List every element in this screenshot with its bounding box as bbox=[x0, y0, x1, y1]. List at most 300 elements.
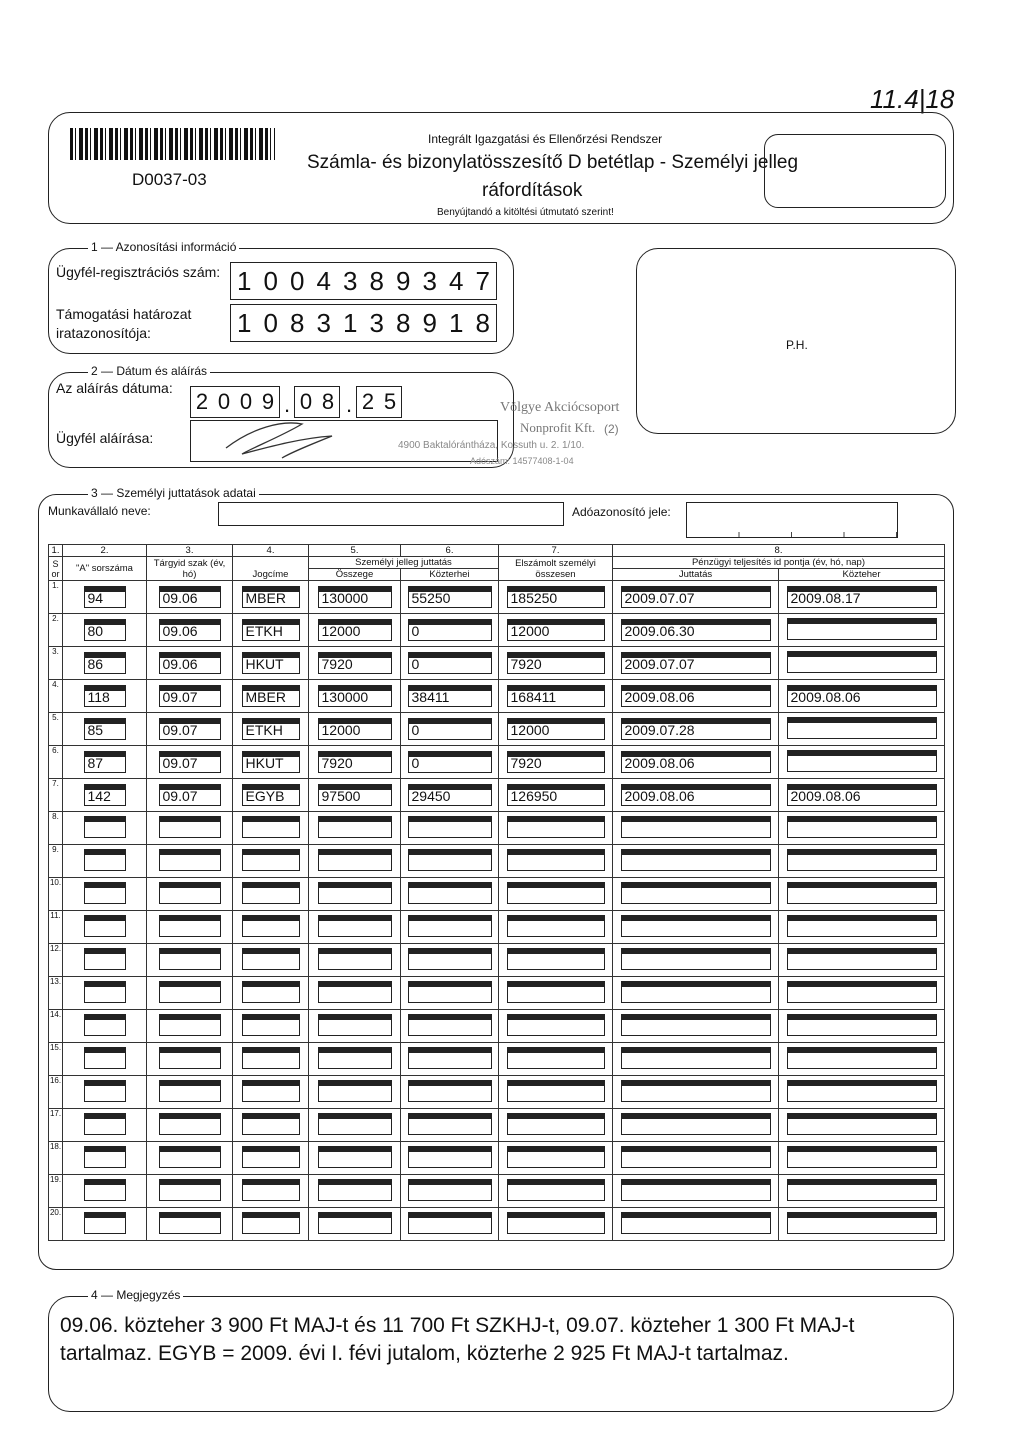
cell-elsz bbox=[499, 1142, 613, 1175]
field-koz[interactable] bbox=[787, 651, 937, 673]
field-jut[interactable] bbox=[621, 1146, 771, 1168]
digit: 5 bbox=[383, 389, 397, 414]
field-jut[interactable]: 2009.08.06 bbox=[621, 685, 771, 707]
field-koz[interactable] bbox=[787, 717, 937, 739]
col-header-juttatas: Juttatás bbox=[613, 569, 779, 581]
cell-osszeg bbox=[309, 1175, 401, 1208]
field-elsz[interactable] bbox=[507, 849, 605, 871]
field-period[interactable]: 09.07 bbox=[159, 751, 221, 773]
field-period[interactable]: 09.06 bbox=[159, 619, 221, 641]
field-a[interactable] bbox=[84, 915, 126, 937]
field-jut[interactable] bbox=[621, 948, 771, 970]
cell-elsz bbox=[499, 680, 613, 713]
col-header-period: Tárgyid szak (év, hó) bbox=[147, 557, 233, 581]
field-osszeg[interactable] bbox=[318, 882, 392, 904]
field-kozterh[interactable] bbox=[408, 882, 492, 904]
row-number: 1. bbox=[49, 581, 63, 614]
system-name: Integrált Igazgatási és Ellenőrzési Rendszer bbox=[428, 132, 663, 146]
field-a[interactable]: 80 bbox=[84, 619, 126, 641]
field-koz[interactable]: 2009.08.06 bbox=[787, 685, 937, 707]
field-kozterh[interactable]: 0 bbox=[408, 652, 492, 674]
digit: 9 bbox=[422, 308, 437, 338]
field-jog[interactable] bbox=[242, 915, 300, 937]
field-elsz[interactable]: 168411 bbox=[507, 685, 605, 707]
field-osszeg[interactable] bbox=[318, 915, 392, 937]
field-kozterh[interactable] bbox=[408, 849, 492, 871]
row-number: 2. bbox=[49, 614, 63, 647]
table-row bbox=[49, 746, 945, 779]
field-period[interactable] bbox=[159, 1047, 221, 1069]
row-number: 3. bbox=[49, 647, 63, 680]
field-a[interactable] bbox=[84, 1113, 126, 1135]
field-period[interactable] bbox=[159, 816, 221, 838]
table-row bbox=[49, 911, 945, 944]
table-row bbox=[49, 1010, 945, 1043]
field-jut[interactable] bbox=[621, 882, 771, 904]
signature-label: Ügyfél aláírása: bbox=[56, 430, 154, 446]
field-kozterh[interactable] bbox=[408, 1014, 492, 1036]
field-osszeg[interactable]: 97500 bbox=[318, 784, 392, 806]
field-jog[interactable]: HKUT bbox=[242, 751, 300, 773]
field-koz[interactable] bbox=[787, 816, 937, 838]
row-number: 8. bbox=[49, 812, 63, 845]
field-jog[interactable]: EGYB bbox=[242, 784, 300, 806]
cell-a bbox=[63, 911, 147, 944]
field-jut[interactable] bbox=[621, 849, 771, 871]
cell-period bbox=[147, 614, 233, 647]
cell-osszeg bbox=[309, 1142, 401, 1175]
section4-heading: 4 — Megjegyzés bbox=[88, 1288, 183, 1302]
instruction: Benyújtandó a kitöltési útmutató szerint! bbox=[437, 207, 614, 218]
field-period[interactable]: 09.06 bbox=[159, 586, 221, 608]
field-osszeg[interactable] bbox=[318, 816, 392, 838]
field-a[interactable] bbox=[84, 849, 126, 871]
field-koz[interactable]: 2009.08.06 bbox=[787, 784, 937, 806]
form-code: D0037-03 bbox=[132, 170, 207, 189]
cell-osszeg bbox=[309, 1109, 401, 1142]
table-row bbox=[49, 1142, 945, 1175]
field-jog[interactable]: MBER bbox=[242, 586, 300, 608]
cell-elsz bbox=[499, 647, 613, 680]
field-a[interactable] bbox=[84, 1080, 126, 1102]
field-jut[interactable] bbox=[621, 1113, 771, 1135]
field-koz[interactable] bbox=[787, 948, 937, 970]
cell-koz bbox=[779, 647, 945, 680]
field-jut[interactable] bbox=[621, 816, 771, 838]
field-period[interactable] bbox=[159, 981, 221, 1003]
cell-kozterh bbox=[401, 1043, 499, 1076]
field-kozterh[interactable] bbox=[408, 816, 492, 838]
field-jog[interactable]: ETKH bbox=[242, 619, 300, 641]
field-osszeg[interactable] bbox=[318, 1212, 392, 1234]
employer-name-field[interactable] bbox=[218, 502, 564, 526]
digit: 8 bbox=[321, 389, 335, 414]
cell-koz bbox=[779, 1175, 945, 1208]
field-a[interactable]: 118 bbox=[84, 685, 126, 707]
field-jog[interactable] bbox=[242, 1080, 300, 1102]
cell-a bbox=[63, 1010, 147, 1043]
field-elsz[interactable] bbox=[507, 915, 605, 937]
field-osszeg[interactable] bbox=[318, 1113, 392, 1135]
field-koz[interactable] bbox=[787, 1014, 937, 1036]
field-period[interactable]: 09.07 bbox=[159, 685, 221, 707]
field-osszeg[interactable]: 7920 bbox=[318, 751, 392, 773]
field-jut[interactable]: 2009.07.07 bbox=[621, 586, 771, 608]
field-period[interactable] bbox=[159, 915, 221, 937]
field-jog[interactable] bbox=[242, 1014, 300, 1036]
field-koz[interactable] bbox=[787, 1047, 937, 1069]
field-koz[interactable] bbox=[787, 1179, 937, 1201]
table-row bbox=[49, 1175, 945, 1208]
field-elsz[interactable] bbox=[507, 948, 605, 970]
cell-kozterh bbox=[401, 581, 499, 614]
field-elsz[interactable]: 12000 bbox=[507, 619, 605, 641]
sign-date-year bbox=[190, 386, 280, 418]
field-jut[interactable]: 2009.08.06 bbox=[621, 751, 771, 773]
digit: 9 bbox=[396, 266, 411, 296]
remark-line1: 09.06. közteher 3 900 Ft MAJ-t és 11 700 Ft SZKHJ-t, 09.07. közteher 1 300 Ft MAJ-t bbox=[60, 1314, 855, 1337]
field-jut[interactable]: 2009.07.28 bbox=[621, 718, 771, 740]
digit: 8 bbox=[396, 308, 411, 338]
digit: 7 bbox=[475, 266, 490, 296]
section3-heading: 3 — Személyi juttatások adatai bbox=[88, 486, 259, 500]
field-elsz[interactable] bbox=[507, 1146, 605, 1168]
field-elsz[interactable] bbox=[507, 882, 605, 904]
field-elsz[interactable]: 7920 bbox=[507, 751, 605, 773]
cell-osszeg bbox=[309, 779, 401, 812]
cell-koz bbox=[779, 1109, 945, 1142]
field-a[interactable] bbox=[84, 1047, 126, 1069]
field-kozterh[interactable]: 38411 bbox=[408, 685, 492, 707]
field-osszeg[interactable]: 130000 bbox=[318, 685, 392, 707]
date-dot: . bbox=[346, 392, 353, 417]
field-kozterh[interactable] bbox=[408, 915, 492, 937]
cell-a bbox=[63, 647, 147, 680]
field-jut[interactable]: 2009.06.30 bbox=[621, 619, 771, 641]
cell-jog bbox=[233, 1043, 309, 1076]
cell-elsz bbox=[499, 812, 613, 845]
cell-osszeg bbox=[309, 1208, 401, 1241]
field-jut[interactable] bbox=[621, 1014, 771, 1036]
field-jog[interactable] bbox=[242, 948, 300, 970]
cell-elsz bbox=[499, 1208, 613, 1241]
header-id-box bbox=[764, 134, 946, 208]
field-period[interactable]: 09.07 bbox=[159, 718, 221, 740]
cell-jog bbox=[233, 713, 309, 746]
col-header-a: "A" sorszáma bbox=[63, 557, 147, 581]
col-header-personal: Személyi jelleg juttatás bbox=[309, 557, 499, 569]
table-row bbox=[49, 1109, 945, 1142]
digit: 8 bbox=[475, 308, 490, 338]
cell-jog bbox=[233, 1010, 309, 1043]
cell-koz bbox=[779, 845, 945, 878]
field-koz[interactable] bbox=[787, 915, 937, 937]
cell-koz bbox=[779, 944, 945, 977]
cell-jog bbox=[233, 1076, 309, 1109]
cell-osszeg bbox=[309, 977, 401, 1010]
col-header-payment: Pénzügyi teljesítés id pontja (év, hó, nap) bbox=[613, 557, 945, 569]
field-jut[interactable] bbox=[621, 1179, 771, 1201]
cell-osszeg bbox=[309, 746, 401, 779]
digit: 1 bbox=[237, 308, 252, 338]
cell-a bbox=[63, 581, 147, 614]
cell-a bbox=[63, 1076, 147, 1109]
field-jog[interactable] bbox=[242, 849, 300, 871]
cell-elsz bbox=[499, 779, 613, 812]
taxid-field[interactable] bbox=[686, 502, 898, 538]
field-a[interactable] bbox=[84, 1179, 126, 1201]
cell-period bbox=[147, 713, 233, 746]
form-title-line2: ráfordítások bbox=[482, 180, 583, 201]
field-jut[interactable] bbox=[621, 1080, 771, 1102]
cell-kozterh bbox=[401, 779, 499, 812]
cell-a bbox=[63, 1175, 147, 1208]
field-osszeg[interactable] bbox=[318, 948, 392, 970]
row-number: 6. bbox=[49, 746, 63, 779]
cell-jog bbox=[233, 812, 309, 845]
field-period[interactable] bbox=[159, 1146, 221, 1168]
field-a[interactable]: 86 bbox=[84, 652, 126, 674]
cell-koz bbox=[779, 680, 945, 713]
cell-jut bbox=[613, 911, 779, 944]
field-koz[interactable] bbox=[787, 1146, 937, 1168]
cell-kozterh bbox=[401, 812, 499, 845]
field-koz[interactable] bbox=[787, 1113, 937, 1135]
field-a[interactable]: 85 bbox=[84, 718, 126, 740]
stamp-line3: (2) bbox=[604, 422, 619, 436]
field-jog[interactable] bbox=[242, 1113, 300, 1135]
field-jut[interactable] bbox=[621, 915, 771, 937]
field-kozterh[interactable] bbox=[408, 948, 492, 970]
row-number: 15. bbox=[49, 1043, 63, 1076]
cell-period bbox=[147, 746, 233, 779]
field-osszeg[interactable]: 12000 bbox=[318, 718, 392, 740]
col-num-3: 3. bbox=[147, 545, 233, 557]
col-header-so: S or bbox=[49, 557, 63, 581]
field-jog[interactable] bbox=[242, 1146, 300, 1168]
field-osszeg[interactable]: 130000 bbox=[318, 586, 392, 608]
field-kozterh[interactable] bbox=[408, 1179, 492, 1201]
cell-jut bbox=[613, 1142, 779, 1175]
field-a[interactable]: 142 bbox=[84, 784, 126, 806]
field-period[interactable] bbox=[159, 1014, 221, 1036]
field-koz[interactable] bbox=[787, 882, 937, 904]
cell-koz bbox=[779, 977, 945, 1010]
cell-elsz bbox=[499, 614, 613, 647]
field-osszeg[interactable] bbox=[318, 1014, 392, 1036]
cell-koz bbox=[779, 1076, 945, 1109]
cell-osszeg bbox=[309, 647, 401, 680]
field-a[interactable] bbox=[84, 1146, 126, 1168]
digit: 9 bbox=[261, 389, 275, 414]
field-elsz[interactable] bbox=[507, 816, 605, 838]
field-kozterh[interactable]: 29450 bbox=[408, 784, 492, 806]
field-period[interactable] bbox=[159, 849, 221, 871]
decision-label-1: Támogatási határozat bbox=[56, 306, 192, 322]
field-osszeg[interactable] bbox=[318, 981, 392, 1003]
cell-a bbox=[63, 1208, 147, 1241]
field-jog[interactable] bbox=[242, 882, 300, 904]
field-koz[interactable] bbox=[787, 849, 937, 871]
field-jog[interactable]: ETKH bbox=[242, 718, 300, 740]
cell-elsz bbox=[499, 977, 613, 1010]
row-number: 16. bbox=[49, 1076, 63, 1109]
cell-jog bbox=[233, 779, 309, 812]
field-osszeg[interactable] bbox=[318, 849, 392, 871]
field-osszeg[interactable] bbox=[318, 1080, 392, 1102]
signature-scribble bbox=[222, 418, 342, 462]
field-kozterh[interactable]: 0 bbox=[408, 718, 492, 740]
field-a[interactable] bbox=[84, 1014, 126, 1036]
field-elsz[interactable]: 12000 bbox=[507, 718, 605, 740]
field-kozterh[interactable] bbox=[408, 1047, 492, 1069]
cell-jut bbox=[613, 1109, 779, 1142]
field-period[interactable] bbox=[159, 1179, 221, 1201]
field-period[interactable]: 09.06 bbox=[159, 652, 221, 674]
field-jog[interactable] bbox=[242, 1179, 300, 1201]
row-number: 5. bbox=[49, 713, 63, 746]
decision-label-2: iratazonosítója: bbox=[56, 325, 151, 341]
table-row bbox=[49, 944, 945, 977]
cell-kozterh bbox=[401, 845, 499, 878]
digit: 8 bbox=[290, 308, 305, 338]
field-elsz[interactable]: 185250 bbox=[507, 586, 605, 608]
cell-kozterh bbox=[401, 911, 499, 944]
cell-jog bbox=[233, 944, 309, 977]
field-kozterh[interactable] bbox=[408, 981, 492, 1003]
cell-period bbox=[147, 1043, 233, 1076]
digit: 1 bbox=[449, 308, 464, 338]
field-period[interactable]: 09.07 bbox=[159, 784, 221, 806]
field-kozterh[interactable] bbox=[408, 1212, 492, 1234]
cell-elsz bbox=[499, 713, 613, 746]
field-elsz[interactable] bbox=[507, 981, 605, 1003]
field-jut[interactable]: 2009.07.07 bbox=[621, 652, 771, 674]
sign-date-day bbox=[356, 386, 402, 418]
field-osszeg[interactable]: 7920 bbox=[318, 652, 392, 674]
cell-osszeg bbox=[309, 845, 401, 878]
field-jut[interactable] bbox=[621, 1212, 771, 1234]
cell-jog bbox=[233, 878, 309, 911]
field-koz[interactable] bbox=[787, 981, 937, 1003]
cell-jog bbox=[233, 614, 309, 647]
field-koz[interactable]: 2009.08.17 bbox=[787, 586, 937, 608]
col-num-7: 7. bbox=[499, 545, 613, 557]
cell-kozterh bbox=[401, 977, 499, 1010]
field-kozterh[interactable] bbox=[408, 1113, 492, 1135]
field-koz[interactable] bbox=[787, 618, 937, 640]
cell-a bbox=[63, 944, 147, 977]
field-osszeg[interactable] bbox=[318, 1047, 392, 1069]
field-osszeg[interactable]: 12000 bbox=[318, 619, 392, 641]
digit: 0 bbox=[263, 266, 278, 296]
cell-jog bbox=[233, 1142, 309, 1175]
table-row bbox=[49, 977, 945, 1010]
field-a[interactable] bbox=[84, 981, 126, 1003]
field-elsz[interactable] bbox=[507, 1179, 605, 1201]
row-number: 13. bbox=[49, 977, 63, 1010]
row-number: 7. bbox=[49, 779, 63, 812]
table-row bbox=[49, 845, 945, 878]
field-jog[interactable] bbox=[242, 1047, 300, 1069]
cell-a bbox=[63, 845, 147, 878]
field-a[interactable] bbox=[84, 948, 126, 970]
field-elsz[interactable] bbox=[507, 1113, 605, 1135]
cell-jog bbox=[233, 977, 309, 1010]
cell-osszeg bbox=[309, 614, 401, 647]
field-period[interactable] bbox=[159, 1212, 221, 1234]
cell-jut bbox=[613, 746, 779, 779]
field-period[interactable] bbox=[159, 948, 221, 970]
field-elsz[interactable] bbox=[507, 1014, 605, 1036]
sign-date-month bbox=[294, 386, 340, 418]
cell-koz bbox=[779, 1208, 945, 1241]
field-jog[interactable]: MBER bbox=[242, 685, 300, 707]
field-koz[interactable] bbox=[787, 1080, 937, 1102]
cell-jog bbox=[233, 1208, 309, 1241]
field-jut[interactable] bbox=[621, 981, 771, 1003]
field-osszeg[interactable] bbox=[318, 1179, 392, 1201]
cell-jut bbox=[613, 878, 779, 911]
field-kozterh[interactable]: 0 bbox=[408, 619, 492, 641]
field-kozterh[interactable] bbox=[408, 1146, 492, 1168]
field-elsz[interactable] bbox=[507, 1047, 605, 1069]
digit: 1 bbox=[237, 266, 252, 296]
field-elsz[interactable] bbox=[507, 1080, 605, 1102]
field-jut[interactable]: 2009.08.06 bbox=[621, 784, 771, 806]
field-koz[interactable] bbox=[787, 750, 937, 772]
field-elsz[interactable]: 126950 bbox=[507, 784, 605, 806]
cell-elsz bbox=[499, 1076, 613, 1109]
field-a[interactable] bbox=[84, 1212, 126, 1234]
field-jog[interactable] bbox=[242, 1212, 300, 1234]
section1-heading: 1 — Azonosítási információ bbox=[88, 240, 239, 254]
cell-jut bbox=[613, 779, 779, 812]
cell-elsz bbox=[499, 1043, 613, 1076]
field-elsz[interactable] bbox=[507, 1212, 605, 1234]
field-period[interactable] bbox=[159, 1113, 221, 1135]
field-jog[interactable] bbox=[242, 816, 300, 838]
field-kozterh[interactable] bbox=[408, 1080, 492, 1102]
corner-mark: 11.4|18 bbox=[870, 84, 955, 114]
cell-jog bbox=[233, 911, 309, 944]
field-jut[interactable] bbox=[621, 1047, 771, 1069]
table-row bbox=[49, 878, 945, 911]
digit: 3 bbox=[369, 308, 384, 338]
field-a[interactable] bbox=[84, 882, 126, 904]
field-osszeg[interactable] bbox=[318, 1146, 392, 1168]
cell-period bbox=[147, 878, 233, 911]
field-a[interactable]: 94 bbox=[84, 586, 126, 608]
table-row bbox=[49, 812, 945, 845]
field-koz[interactable] bbox=[787, 1212, 937, 1234]
decision-id-number bbox=[230, 304, 497, 342]
field-a[interactable] bbox=[84, 816, 126, 838]
cell-koz bbox=[779, 911, 945, 944]
cell-a bbox=[63, 977, 147, 1010]
field-kozterh[interactable]: 55250 bbox=[408, 586, 492, 608]
row-number: 19. bbox=[49, 1175, 63, 1208]
field-elsz[interactable]: 7920 bbox=[507, 652, 605, 674]
field-kozterh[interactable]: 0 bbox=[408, 751, 492, 773]
field-period[interactable] bbox=[159, 1080, 221, 1102]
field-a[interactable]: 87 bbox=[84, 751, 126, 773]
field-jog[interactable] bbox=[242, 981, 300, 1003]
client-reg-label: Ügyfél-regisztrációs szám: bbox=[56, 264, 221, 280]
field-jog[interactable]: HKUT bbox=[242, 652, 300, 674]
stamp-line4: 4900 Baktalórántháza, Kossuth u. 2. 1/10. bbox=[398, 440, 585, 451]
field-period[interactable] bbox=[159, 882, 221, 904]
